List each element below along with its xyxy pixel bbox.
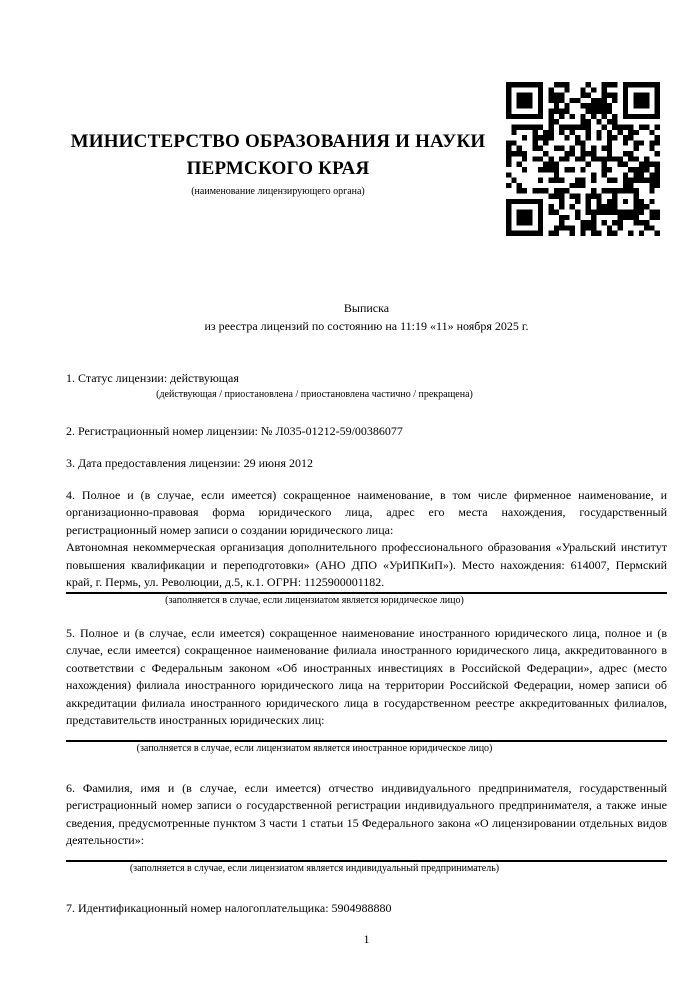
field-taxpayer-inn: 7. Идентификационный номер налогоплательщика: 5904988880	[66, 900, 392, 915]
entrepreneur-note: (заполняется в случае, если лицензиатом является индивидуальный предприниматель)	[129, 862, 500, 874]
licensing-authority-note: (наименование лицензирующего органа)	[191, 186, 365, 197]
legal-entity-label: 4. Полное и (в случае, если имеется) сокращенное наименование, в том числе фирменное наименование, и организационно-правовая форма юридического лица, адрес его места нахождения, государственный регистрационный номер записи о создании юридического лица:	[66, 487, 667, 537]
qr-code-icon	[506, 82, 660, 236]
document-title-line1: Выписка	[343, 301, 390, 315]
field-registration-number: 2. Регистрационный номер лицензии: № Л035-01212-59/00386077	[66, 423, 403, 438]
field-license-status	[66, 370, 667, 401]
document-title	[66, 300, 667, 335]
foreign-entity-note: (заполняется в случае, если лицензиатом является иностранное юридическое лицо)	[136, 742, 493, 754]
ministry-name-line2: ПЕРМСКОГО КРАЯ	[186, 158, 370, 179]
field-legal-entity	[66, 487, 667, 607]
license-status-text: 1. Статус лицензии: действующая	[66, 371, 239, 385]
document-body	[66, 300, 667, 949]
field-grant-date: 3. Дата предоставления лицензии: 29 июня 2012	[66, 456, 313, 470]
field-foreign-entity	[66, 625, 667, 755]
license-status-options-note: (действующая / приостановлена / приостановлена частично / прекращена)	[156, 388, 473, 400]
legal-entity-value: Автономная некоммерческая организация дополнительного профессионального образования «Уральский институт повышения квалификации и переподготовки» (АНО ДПО «УрИПКиП»). Место нахождения: 614007, Пермский край, г. Пермь, ул. Революции, д.5, к.1. ОГРН: 1125900001182.	[66, 540, 667, 589]
page-number: 1	[363, 932, 370, 946]
foreign-entity-label: 5. Полное и (в случае, если имеется) сокращенное наименование иностранного юридического лица, полное и (в случае, если имеется) сокращенное наименование филиала иностранного юридического лица, аккредитованного в соответствии с Федеральным законом «Об иностранных инвестициях в Российской Федерации», адрес (место нахождения) филиала иностранного юридического лица на территории Российской Федерации, номер записи об аккредитации филиала иностранного юридического лица в государственном реестре аккредитованных филиалов, представительств иностранных юридических лиц:	[66, 625, 667, 727]
entrepreneur-label: 6. Фамилия, имя и (в случае, если имеется) отчество индивидуального предпринимателя, государственный регистрационный номер записи о государственной регистрации индивидуального предпринимателя, а также иные сведения, предусмотренные пунктом 3 части 1 статьи 15 Федерального закона «О лицензировании отдельных видов деятельности»:	[66, 780, 667, 847]
legal-entity-note: (заполняется в случае, если лицензиатом является юридическое лицо)	[165, 594, 464, 606]
ministry-header	[66, 128, 490, 198]
document-title-line2: из реестра лицензий по состоянию на 11:19 «11» ноября 2025 г.	[204, 318, 529, 333]
ministry-name-line1: МИНИСТЕРСТВО ОБРАЗОВАНИЯ И НАУКИ	[70, 131, 486, 152]
field-entrepreneur	[66, 780, 667, 875]
